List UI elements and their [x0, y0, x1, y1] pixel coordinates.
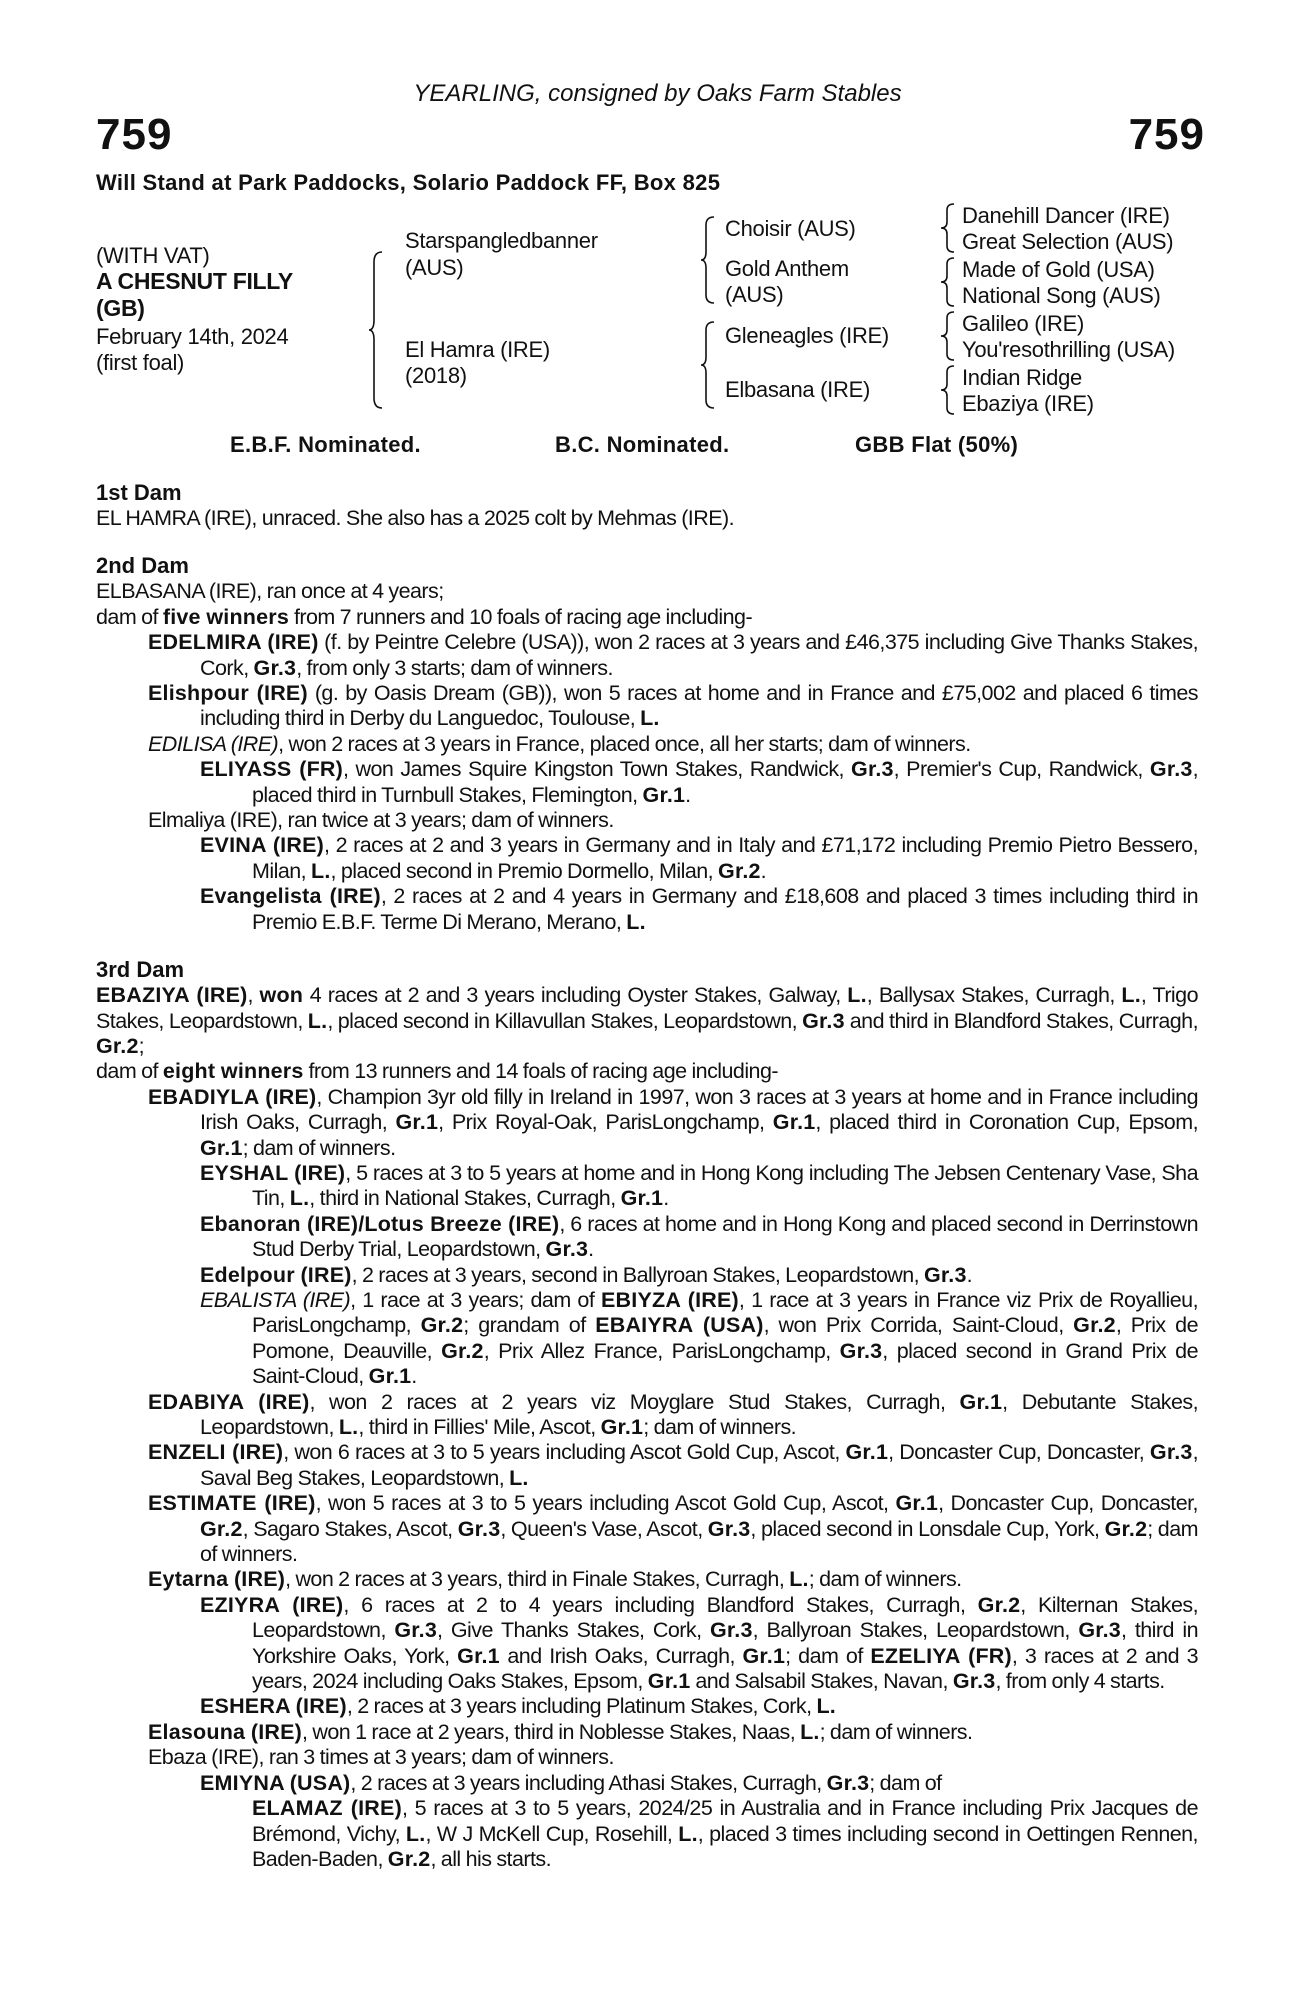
vat-label: (WITH VAT) — [96, 243, 210, 268]
entry-text: , third in Yorkshire Oaks, York, — [252, 1618, 1198, 1668]
entry-text: , Sagaro Stakes, Ascot, — [242, 1516, 458, 1541]
great-grandparent: Danehill Dancer (IRE) — [962, 203, 1170, 228]
entry-text: , third in National Stakes, Curragh, — [309, 1186, 621, 1211]
italic-text: EDILISA (IRE) — [148, 731, 279, 756]
entry-text: , 3 races at 2 and 3 years, 2024 including Oaks Stakes, Epsom, — [252, 1643, 1198, 1694]
entry-text: , Give Thanks Stakes, Cork, — [437, 1618, 710, 1643]
bold-text: EYSHAL (IRE) — [200, 1160, 346, 1185]
bold-text: EBADIYLA (IRE) — [148, 1084, 317, 1109]
entry-text: , placed second in Premio Dormello, Milan, — [330, 858, 719, 883]
entry-text: . — [588, 1237, 594, 1262]
produce-entry — [96, 808, 1198, 833]
entry-text: . — [663, 1186, 669, 1211]
sire-name: Starspangledbanner — [405, 228, 598, 253]
bold-text: L. — [509, 1465, 529, 1490]
bold-text: Gr.3 — [710, 1618, 753, 1643]
produce-entry — [96, 833, 1198, 884]
entry-text: and Irish Oaks, Curragh, — [499, 1643, 743, 1668]
bold-text: Gr.3 — [826, 1770, 870, 1795]
entry-text: , placed second in Killavullan Stakes, Leopardstown, — [327, 1008, 803, 1033]
bold-text: five winners — [162, 604, 290, 629]
produce-entry — [96, 1720, 1198, 1745]
entry-text: ; dam of winners. — [242, 1135, 396, 1160]
entry-text: EL HAMRA (IRE), unraced. She also has a 2025 colt by Mehmas (IRE). — [96, 506, 735, 530]
bold-text: EBIYZA (IRE) — [601, 1287, 739, 1312]
entry-text: , all his starts. — [430, 1846, 552, 1871]
bold-text: Gr.1 — [395, 1110, 439, 1135]
stand-location: Will Stand at Park Paddocks, Solario Paddock FF, Box 825 — [96, 170, 721, 195]
entry-text: dam of — [96, 1059, 163, 1084]
produce-entry — [96, 630, 1198, 681]
produce-entry — [96, 1390, 1198, 1441]
bold-text: Gr.1 — [642, 782, 686, 807]
bold-text: Gr.2 — [718, 858, 761, 883]
entry-text: , placed 3 times including second in Oettingen Rennen, Baden-Baden, — [252, 1821, 1198, 1871]
bold-text: Gr.1 — [457, 1643, 500, 1668]
bold-text: L. — [289, 1186, 310, 1211]
bold-text: L. — [800, 1719, 820, 1744]
entry-text: , won 1 race at 2 years, third in Noblesse Stakes, Naas, — [302, 1719, 801, 1744]
entry-text: , from only 4 starts. — [995, 1669, 1165, 1694]
bold-text: Gr.2 — [387, 1846, 431, 1871]
produce-entry — [96, 506, 1198, 531]
bold-text: L. — [1121, 983, 1141, 1008]
bold-text: EZIYRA (IRE) — [200, 1592, 344, 1617]
produce-entry — [96, 1161, 1198, 1212]
pedigree-brace — [368, 250, 388, 410]
brace — [940, 364, 958, 416]
produce-entry — [96, 1212, 1198, 1263]
entry-text: . — [966, 1262, 973, 1287]
italic-text: EBALISTA (IRE) — [200, 1287, 351, 1312]
entry-text: , placed second in Grand Prix de Saint-Cloud, — [252, 1338, 1198, 1389]
dam-section-title: 3rd Dam — [96, 957, 185, 983]
bc-nomination: B.C. Nominated. — [555, 432, 730, 457]
produce-entry — [96, 1059, 1198, 1084]
produce-entry — [96, 732, 1198, 757]
bold-text: Gr.3 — [253, 655, 297, 680]
great-grandparent: Ebaziya (IRE) — [962, 391, 1094, 416]
entry-text: , from only 3 starts; dam of winners. — [296, 655, 613, 680]
entry-text: , Doncaster Cup, Doncaster, — [938, 1491, 1198, 1516]
bold-text: L. — [789, 1567, 809, 1592]
produce-entry — [96, 1567, 1198, 1592]
entry-text: , Premier's Cup, Randwick, — [893, 757, 1150, 782]
bold-text: EVINA (IRE) — [200, 833, 324, 858]
entry-text: ; grandam of — [463, 1313, 596, 1338]
entry-text: and third in Blandford Stakes, Curragh, — [844, 1008, 1198, 1033]
entry-text: ; dam of winners. — [643, 1415, 797, 1439]
bold-text: Gr.1 — [895, 1491, 939, 1516]
bold-text: Gr.2 — [441, 1338, 484, 1363]
foaling-date: February 14th, 2024 — [96, 324, 289, 349]
entry-text: ; — [138, 1033, 145, 1058]
produce-entry — [96, 605, 1198, 630]
entry-text: , won 2 races at 2 years viz Moyglare Stud Stakes, Curragh, — [309, 1389, 960, 1414]
entry-text: , placed third in Turnbull Stakes, Flemington, — [252, 757, 1198, 807]
sire-dam-country: (AUS) — [725, 282, 784, 307]
entry-text: , Prix Allez France, ParisLongchamp, — [483, 1338, 840, 1363]
entry-text: , won Prix Corrida, Saint-Cloud, — [763, 1313, 1074, 1338]
bold-text: Gr.3 — [394, 1618, 437, 1643]
produce-entry — [96, 1745, 1198, 1770]
produce-entry — [96, 757, 1198, 808]
dam-name: El Hamra (IRE) — [405, 337, 550, 362]
great-grandparent: You'resothrilling (USA) — [962, 337, 1175, 362]
entry-text: dam of — [96, 604, 163, 629]
bold-text: Gr.1 — [959, 1389, 1003, 1414]
entry-text: , Queen's Vase, Ascot, — [500, 1516, 708, 1541]
bold-text: Gr.2 — [1073, 1313, 1116, 1338]
entry-text: . — [760, 858, 767, 883]
bold-text: EDELMIRA (IRE) — [148, 630, 319, 655]
entry-text: , 6 races at 2 to 4 years including Blandford Stakes, Curragh, — [343, 1592, 978, 1617]
great-grandparent: Indian Ridge — [962, 365, 1082, 390]
bold-text: Gr.3 — [545, 1237, 589, 1262]
brace — [940, 310, 958, 362]
entry-text: , Ballysax Stakes, Curragh, — [866, 983, 1122, 1008]
bold-text: ESTIMATE (IRE) — [148, 1491, 316, 1516]
bold-text: Gr.3 — [924, 1262, 967, 1287]
produce-record — [96, 480, 1198, 1872]
bold-text: Gr.2 — [1104, 1516, 1148, 1541]
produce-entry — [96, 983, 1198, 1059]
entry-text: , Prix Royal-Oak, ParisLongchamp, — [438, 1110, 773, 1135]
bold-text: Gr.3 — [1149, 1440, 1193, 1465]
entry-text: from 7 runners and 10 foals of racing age including- — [289, 604, 753, 629]
great-grandparent: Galileo (IRE) — [962, 311, 1085, 336]
bold-text: ELIYASS (FR) — [200, 757, 344, 782]
bold-text: Evangelista (IRE) — [200, 884, 381, 909]
produce-entry — [96, 1771, 1198, 1796]
bold-text: Gr.1 — [742, 1643, 786, 1668]
produce-entry — [96, 1263, 1198, 1288]
bold-text: eight winners — [162, 1059, 304, 1084]
entry-text: , Champion 3yr old filly in Ireland in 1997, won 3 races at 3 years at home and in France including Irish Oaks, Curragh, — [200, 1084, 1198, 1135]
bold-text: Gr.1 — [647, 1669, 691, 1694]
entry-text: , 2 races at 3 years including Athasi Stakes, Curragh, — [350, 1770, 827, 1795]
bold-text: EBAZIYA (IRE) — [96, 983, 248, 1008]
lot-number-left: 759 — [96, 110, 173, 159]
bold-text: Gr.1 — [368, 1364, 412, 1389]
bold-text: Gr.3 — [839, 1338, 883, 1363]
entry-text: (f. by Peintre Celebre (USA)), won 2 races at 3 years and £46,375 including Give Thanks Stakes, Cork, — [200, 630, 1198, 680]
dam-section-title: 2nd Dam — [96, 553, 189, 579]
entry-text: , 2 races at 2 and 4 years in Germany and £18,608 and placed 3 times including third in Premio E.B.F. Terme Di Merano, Merano, — [252, 884, 1198, 934]
entry-text: , third in Fillies' Mile, Ascot, — [358, 1415, 601, 1439]
sire-dam-name: Gold Anthem — [725, 256, 849, 281]
entry-text: , W J McKell Cup, Rosehill, — [425, 1821, 679, 1846]
produce-entry — [96, 884, 1198, 935]
great-grandparent: National Song (AUS) — [962, 283, 1161, 308]
entry-text: Ebaza (IRE), ran 3 times at 3 years; dam of winners. — [148, 1745, 614, 1770]
bold-text: Gr.3 — [952, 1669, 996, 1694]
entry-text: ; dam of winners. — [200, 1516, 1198, 1567]
bold-text: EDABIYA (IRE) — [148, 1389, 310, 1414]
horse-name: A CHESNUT FILLY — [96, 268, 293, 294]
horse-country: (GB) — [96, 295, 145, 321]
bold-text: Gr.1 — [200, 1135, 243, 1160]
produce-entry — [96, 1288, 1198, 1390]
entry-text: , Trigo Stakes, Leopardstown, — [96, 983, 1198, 1033]
entry-text: , Doncaster Cup, Doncaster, — [888, 1440, 1150, 1465]
bold-text: L. — [847, 983, 867, 1008]
entry-text: ; dam of winners. — [819, 1719, 973, 1744]
bold-text: Gr.1 — [772, 1110, 816, 1135]
entry-text: (g. by Oasis Dream (GB)), won 5 races at home and in France and £75,002 and placed 6 times including third in Derby du Languedoc, Toulouse, — [200, 681, 1199, 731]
bold-text: ESHERA (IRE) — [200, 1694, 347, 1719]
great-grandparent: Great Selection (AUS) — [962, 229, 1174, 254]
entry-text: Elmaliya (IRE), ran twice at 3 years; dam of winners. — [148, 808, 614, 833]
bold-text: won — [259, 983, 304, 1008]
entry-text: 4 races at 2 and 3 years including Oyster Stakes, Galway, — [303, 983, 848, 1008]
bold-text: Eytarna (IRE) — [148, 1567, 286, 1592]
bold-text: EBAIYRA (USA) — [595, 1313, 764, 1338]
entry-text: from 13 runners and 14 foals of racing age including- — [303, 1059, 778, 1084]
entry-text: , Ballyroan Stakes, Leopardstown, — [752, 1618, 1079, 1643]
great-grandparent: Made of Gold (USA) — [962, 257, 1155, 282]
entry-text: , 5 races at 3 to 5 years at home and in Hong Kong including The Jebsen Centenary Vase, Sha Tin, — [252, 1160, 1198, 1211]
brace — [940, 202, 958, 254]
entry-text: , 2 races at 3 years, second in Ballyroan Stakes, Leopardstown, — [351, 1262, 924, 1287]
bold-text: Gr.1 — [600, 1415, 644, 1439]
entry-text: , — [247, 983, 260, 1008]
dam-year: (2018) — [405, 363, 467, 388]
produce-entry — [96, 1694, 1198, 1719]
bold-text: Gr.3 — [1078, 1618, 1121, 1643]
dam-brace — [700, 320, 720, 410]
bold-text: ENZELI (IRE) — [148, 1440, 284, 1465]
produce-entry — [96, 1593, 1198, 1695]
bold-text: Elasouna (IRE) — [148, 1719, 303, 1744]
bold-text: L. — [626, 909, 646, 934]
bold-text: Gr.2 — [420, 1313, 464, 1338]
entry-text: , 2 races at 2 and 3 years in Germany and in Italy and £71,172 including Premio Pietro Bessero, Milan, — [252, 833, 1198, 883]
bold-text: EMIYNA (USA) — [200, 1770, 351, 1795]
entry-text: , won 6 races at 3 to 5 years including Ascot Gold Cup, Ascot, — [283, 1440, 846, 1465]
produce-entry — [96, 1491, 1198, 1567]
foal-note: (first foal) — [96, 350, 185, 375]
bold-text: Gr.1 — [845, 1440, 889, 1465]
entry-text: , won 2 races at 3 years, third in Finale Stakes, Curragh, — [285, 1567, 790, 1592]
entry-text: , Prix de Pomone, Deauville, — [252, 1313, 1198, 1363]
produce-entry — [96, 681, 1198, 732]
bold-text: L. — [405, 1821, 426, 1846]
entry-text: ; dam of — [785, 1643, 871, 1668]
entry-text: , 1 race at 3 years in France viz Prix de Royallieu, ParisLongchamp, — [252, 1287, 1198, 1338]
catalogue-header: YEARLING, consigned by Oaks Farm Stables — [413, 80, 902, 107]
produce-entry — [96, 1440, 1198, 1491]
bold-text: L. — [640, 706, 660, 731]
brace — [940, 256, 958, 308]
gbb-flat: GBB Flat (50%) — [855, 432, 1019, 457]
dam-sire: Gleneagles (IRE) — [725, 323, 889, 348]
lot-number-right: 759 — [1128, 110, 1205, 159]
bold-text: Edelpour (IRE) — [200, 1262, 352, 1287]
entry-text: , Debutante Stakes, Leopardstown, — [200, 1389, 1198, 1439]
entry-text: , won James Squire Kingston Town Stakes, Randwick, — [343, 757, 852, 782]
entry-text: , Saval Beg Stakes, Leopardstown, — [200, 1440, 1198, 1490]
sire-brace — [700, 215, 720, 305]
entry-text: , 2 races at 3 years including Platinum Stakes, Cork, — [346, 1694, 817, 1719]
entry-text: , won 2 races at 3 years in France, placed once, all her starts; dam of winners. — [278, 731, 971, 756]
entry-text: , placed third in Coronation Cup, Epsom, — [815, 1110, 1198, 1135]
bold-text: Gr.2 — [96, 1033, 139, 1058]
bold-text: ELAMAZ (IRE) — [252, 1796, 402, 1821]
bold-text: Gr.2 — [977, 1592, 1021, 1617]
entry-text: ; dam of winners. — [808, 1567, 962, 1592]
bold-text: L. — [307, 1008, 328, 1033]
bold-text: Elishpour (IRE) — [148, 681, 308, 706]
sire-sire: Choisir (AUS) — [725, 216, 856, 241]
entry-text: , 5 races at 3 to 5 years, 2024/25 in Australia and in France including Prix Jacques de Brémond, Vichy, — [252, 1796, 1198, 1846]
entry-text: , 6 races at home and in Hong Kong and placed second in Derrinstown Stud Derby Trial, Leopardstown, — [252, 1211, 1199, 1262]
bold-text: Gr.3 — [1149, 757, 1193, 782]
produce-entry — [96, 1796, 1198, 1872]
produce-entry — [96, 579, 1198, 604]
ebf-nomination: E.B.F. Nominated. — [230, 432, 421, 457]
entry-text: ELBASANA (IRE), ran once at 4 years; — [96, 579, 444, 604]
entry-text: and Salsabil Stakes, Navan, — [690, 1669, 953, 1694]
bold-text: L. — [678, 1821, 698, 1846]
produce-entry — [96, 1085, 1198, 1161]
bold-text: Gr.3 — [707, 1516, 751, 1541]
bold-text: Gr.2 — [200, 1516, 243, 1541]
entry-text: , won 5 races at 3 to 5 years including Ascot Gold Cup, Ascot, — [315, 1491, 896, 1516]
dam-section-title: 1st Dam — [96, 480, 182, 505]
entry-text: . — [411, 1364, 417, 1389]
bold-text: Gr.3 — [802, 1008, 845, 1033]
bold-text: L. — [816, 1694, 836, 1719]
dam-dam: Elbasana (IRE) — [725, 377, 870, 402]
bold-text: L. — [310, 858, 331, 883]
bold-text: Gr.1 — [620, 1186, 664, 1211]
bold-text: L. — [338, 1415, 359, 1439]
sire-country: (AUS) — [405, 255, 464, 280]
entry-text: , placed second in Lonsdale Cup, York, — [750, 1516, 1105, 1541]
bold-text: EZELIYA (FR) — [870, 1643, 1012, 1668]
entry-text: ; dam of — [869, 1770, 942, 1795]
bold-text: Gr.3 — [457, 1516, 501, 1541]
bold-text: Gr.3 — [851, 757, 894, 782]
entry-text: , 1 race at 3 years; dam of — [350, 1287, 601, 1312]
entry-text: , Kilternan Stakes, Leopardstown, — [252, 1592, 1199, 1643]
entry-text: . — [685, 782, 691, 807]
bold-text: Ebanoran (IRE)/Lotus Breeze (IRE) — [200, 1211, 560, 1236]
